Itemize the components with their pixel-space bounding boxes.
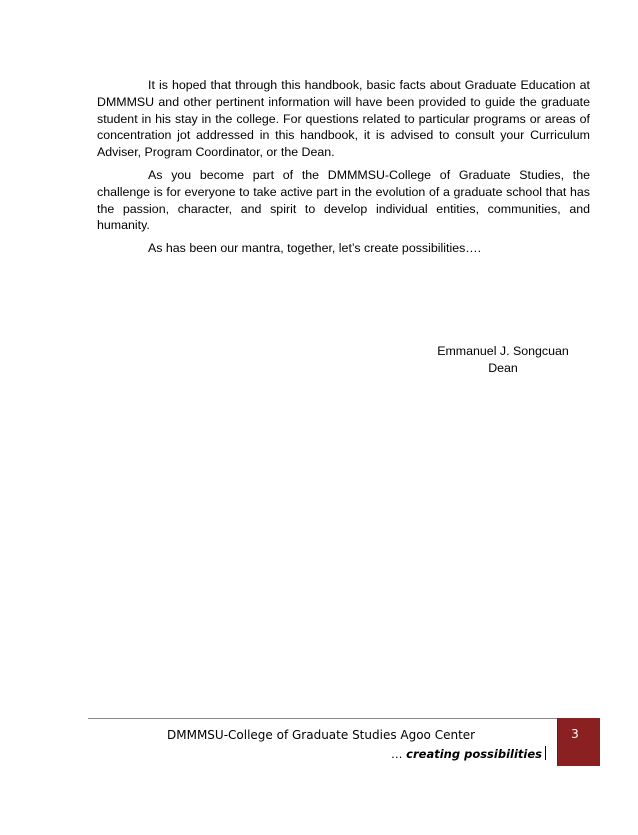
- body-text: [97, 77, 590, 263]
- paragraph-mantra: As has been our mantra, together, let’s create possibilities….: [148, 241, 482, 256]
- signatory-name: Emmanuel J. Songcuan: [437, 344, 569, 358]
- signature-block: [430, 343, 576, 377]
- page-number-box: [557, 718, 600, 766]
- footer-divider: [88, 718, 557, 719]
- footer-ellipsis: …: [391, 747, 403, 761]
- page-number: 3: [571, 727, 579, 741]
- paragraph-handbook-purpose: It is hoped that through this handbook, basic facts about Graduate Education at DMMMSU and other pertinent information will have been provided to guide the graduate student in his stay in the college. For questions related to particular programs or areas of concentration jot addressed in this handbook, it is advised to consult your Curriculum Adviser, Program Coordinator, or the Dean.: [97, 78, 590, 160]
- footer-tagline-line: [391, 746, 546, 762]
- signatory-title: Dean: [488, 360, 518, 375]
- footer-separator-bar: [545, 746, 546, 760]
- paragraph-challenge: As you become part of the DMMMSU-College of Graduate Studies, the challenge is for everyone to take active part in the evolution of a graduate school that has the passion, character, and spirit to develop individual entities, communities, and humanity.: [97, 167, 590, 233]
- footer-tagline: creating possibilities: [406, 747, 542, 761]
- footer-institution: DMMMSU-College of Graduate Studies Agoo Center: [167, 728, 476, 742]
